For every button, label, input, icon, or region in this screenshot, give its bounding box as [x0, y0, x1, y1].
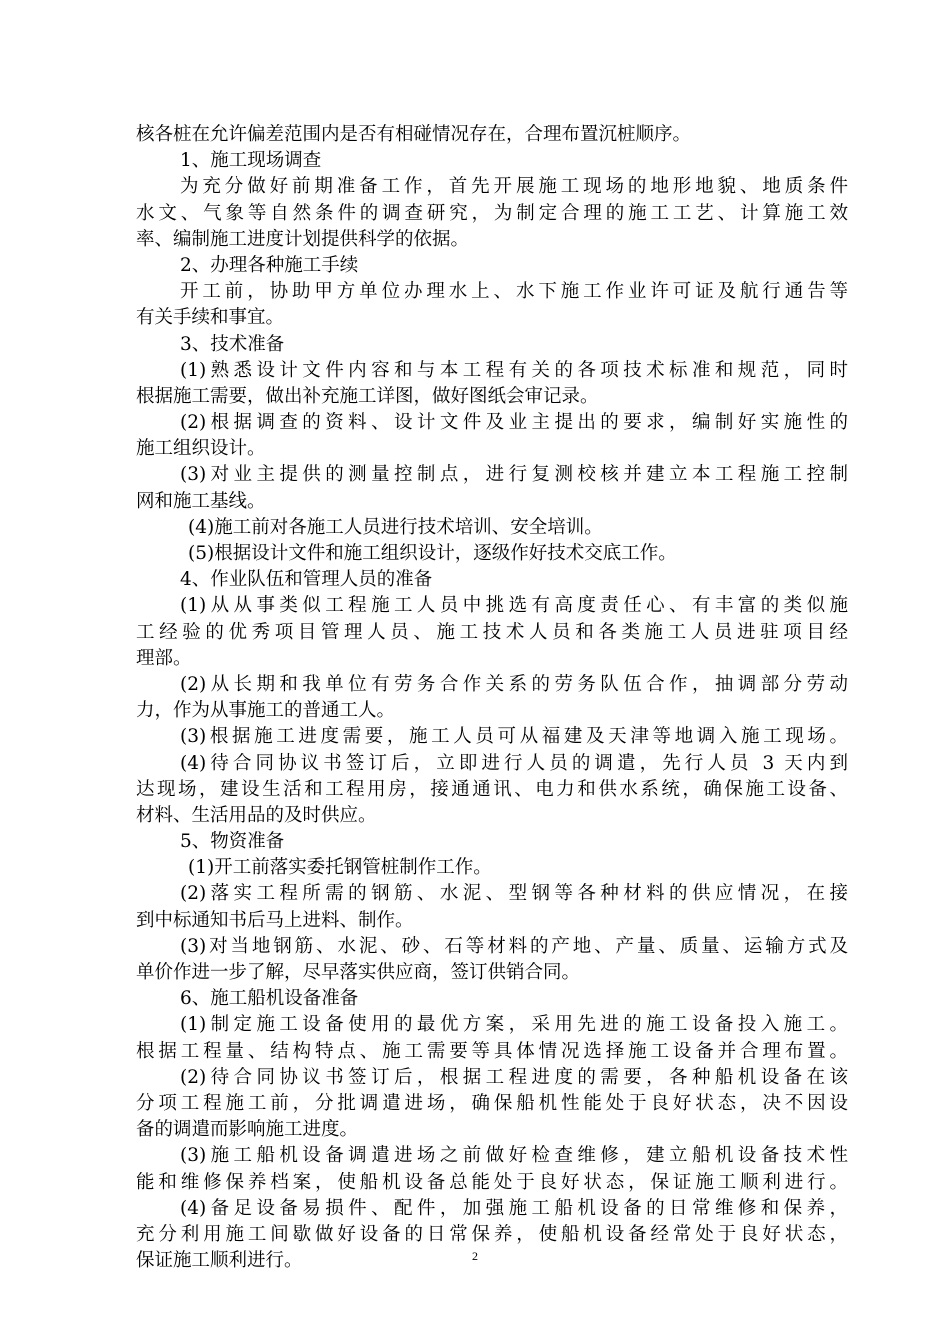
text-line: 理部。 [136, 647, 192, 669]
text-line: (1)开工前落实委托钢管桩制作工作。 [188, 857, 492, 879]
text-line: (1)熟悉设计文件内容和与本工程有关的各项技术标准和规范，同时 [180, 359, 848, 381]
text-line: 单价作进一步了解，尽早落实供应商，签订供销合同。 [136, 962, 581, 983]
section-heading: 5、物资准备 [180, 831, 285, 853]
text-line: 能和维修保养档案，使船机设备总能处于良好状态，保证施工顺利进行。 [136, 1171, 848, 1193]
section-heading: 4、作业队伍和管理人员的准备 [180, 569, 433, 591]
text-line: (3)施工船机设备调遣进场之前做好检查维修，建立船机设备技术性 [180, 1145, 848, 1167]
text-line: 水文、气象等自然条件的调查研究，为制定合理的施工工艺、计算施工效 [136, 202, 848, 224]
text-line: 达现场，建设生活和工程用房，接通通讯、电力和供水系统，确保施工设备、 [136, 778, 848, 800]
text-line: 保证施工顺利进行。 [136, 1250, 303, 1272]
document-body [136, 122, 848, 1274]
text-line: (2)落实工程所需的钢筋、水泥、型钢等各种材料的供应情况，在接 [180, 883, 848, 905]
text-line: (1)制定施工设备使用的最优方案，采用先进的施工设备投入施工。 [180, 1014, 848, 1036]
text-line: 材料、生活用品的及时供应。 [136, 804, 377, 826]
text-line: 备的调遣而影响施工进度。 [136, 1119, 359, 1141]
text-line: 核各桩在允许偏差范围内是否有相碰情况存在，合理布置沉桩顺序。 [136, 124, 692, 145]
text-line: 开工前，协助甲方单位办理水上、水下施工作业许可证及航行通告等 [180, 281, 848, 303]
text-line: (3)对业主提供的测量控制点，进行复测校核并建立本工程施工控制 [180, 464, 848, 486]
text-line: (4)施工前对各施工人员进行技术培训、安全培训。 [188, 516, 603, 538]
text-line: 为充分做好前期准备工作，首先开展施工现场的地形地貌、地质条件 [180, 176, 848, 198]
text-line: 分项工程施工前，分批调遣进场，确保船机性能处于良好状态，决不因设 [136, 1092, 848, 1114]
text-line: 充分利用施工间歇做好设备的日常保养，使船机设备经常处于良好状态， [136, 1223, 848, 1245]
text-line: (5)根据设计文件和施工组织设计，逐级作好技术交底工作。 [188, 543, 677, 564]
text-line: (4)待合同协议书签订后，立即进行人员的调遣，先行人员 3 天内到 [180, 752, 848, 774]
section-heading: 3、技术准备 [180, 333, 285, 355]
text-line: 网和施工基线。 [136, 490, 266, 512]
text-line: 根据施工需要，做出补充施工详图，做好图纸会审记录。 [136, 385, 599, 407]
text-line: (3)根据施工进度需要，施工人员可从福建及天津等地调入施工现场。 [180, 726, 848, 748]
text-line: (2)从长期和我单位有劳务合作关系的劳务队伍合作，抽调部分劳动 [180, 673, 848, 695]
text-line: 工经验的优秀项目管理人员、施工技术人员和各类施工人员进驻项目经 [136, 621, 848, 643]
text-line: 施工组织设计。 [136, 438, 266, 460]
text-line: 到中标通知书后马上进料、制作。 [136, 909, 414, 931]
text-line: 率、编制施工进度计划提供科学的依据。 [136, 228, 470, 250]
text-line: 有关手续和事宜。 [136, 307, 285, 329]
text-line: (2)根据调查的资料、设计文件及业主提出的要求，编制好实施性的 [180, 412, 848, 434]
section-heading: 6、施工船机设备准备 [180, 988, 359, 1010]
text-line: 根据工程量、结构特点、施工需要等具体情况选择施工设备并合理布置。 [136, 1040, 848, 1062]
section-heading: 1、施工现场调查 [180, 150, 322, 172]
text-line: 力，作为从事施工的普通工人。 [136, 700, 396, 722]
text-line: (3)对当地钢筋、水泥、砂、石等材料的产地、产量、质量、运输方式及 [180, 935, 848, 957]
page-number: 2 [472, 1249, 478, 1263]
text-line: (1)从从事类似工程施工人员中挑选有高度责任心、有丰富的类似施 [180, 595, 848, 617]
section-heading: 2、办理各种施工手续 [180, 254, 359, 276]
text-line: (4)备足设备易损件、配件，加强施工船机设备的日常维修和保养， [180, 1197, 848, 1219]
text-line: (2)待合同协议书签订后，根据工程进度的需要，各种船机设备在该 [180, 1066, 848, 1088]
